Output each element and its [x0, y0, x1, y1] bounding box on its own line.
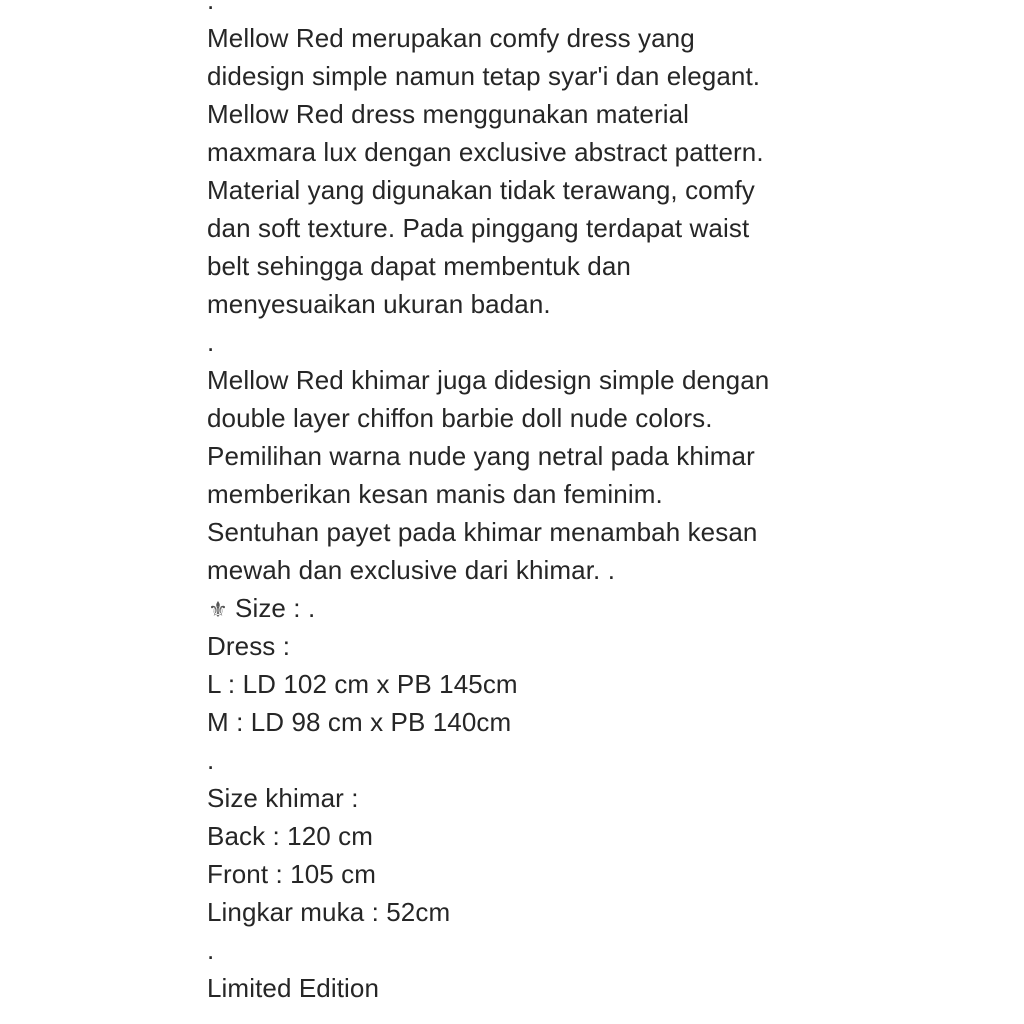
description-line: memberikan kesan manis dan feminim. [207, 479, 663, 509]
description-line: didesign simple namun tetap syar'i dan elegant. [207, 61, 761, 91]
description-line: Pemilihan warna nude yang netral pada khimar [207, 441, 755, 471]
post-description [207, 0, 1007, 1007]
size-heading-text: Size : . [235, 593, 316, 623]
dress-size-m: M : LD 98 cm x PB 140cm [207, 707, 512, 737]
khimar-size-label: Size khimar : [207, 783, 359, 813]
size-heading [207, 589, 1007, 627]
description-line: Mellow Red khimar juga didesign simple dengan [207, 365, 770, 395]
separator-dot: . [207, 0, 215, 15]
description-line: mewah dan exclusive dari khimar. . [207, 555, 616, 585]
description-line: belt sehingga dapat membentuk dan [207, 251, 631, 281]
fleur-de-lis-icon: ⚜ [208, 598, 228, 623]
khimar-size-back: Back : 120 cm [207, 821, 374, 851]
separator-dot: . [207, 327, 215, 357]
separator-dot: . [207, 935, 215, 965]
description-line: dan soft texture. Pada pinggang terdapat waist [207, 213, 750, 243]
separator-dot: . [207, 745, 215, 775]
description-line: Mellow Red merupakan comfy dress yang [207, 23, 695, 53]
limited-edition-text: Limited Edition [207, 973, 380, 1003]
khimar-size-front: Front : 105 cm [207, 859, 377, 889]
dress-size-label: Dress : [207, 631, 291, 661]
khimar-size-face: Lingkar muka : 52cm [207, 897, 451, 927]
description-line: menyesuaikan ukuran badan. [207, 289, 551, 319]
description-line: maxmara lux dengan exclusive abstract pattern. [207, 137, 764, 167]
description-line: Sentuhan payet pada khimar menambah kesan [207, 517, 758, 547]
description-line: Material yang digunakan tidak terawang, comfy [207, 175, 755, 205]
description-line: Mellow Red dress menggunakan material [207, 99, 690, 129]
description-line: double layer chiffon barbie doll nude colors. [207, 403, 713, 433]
dress-size-l: L : LD 102 cm x PB 145cm [207, 669, 518, 699]
